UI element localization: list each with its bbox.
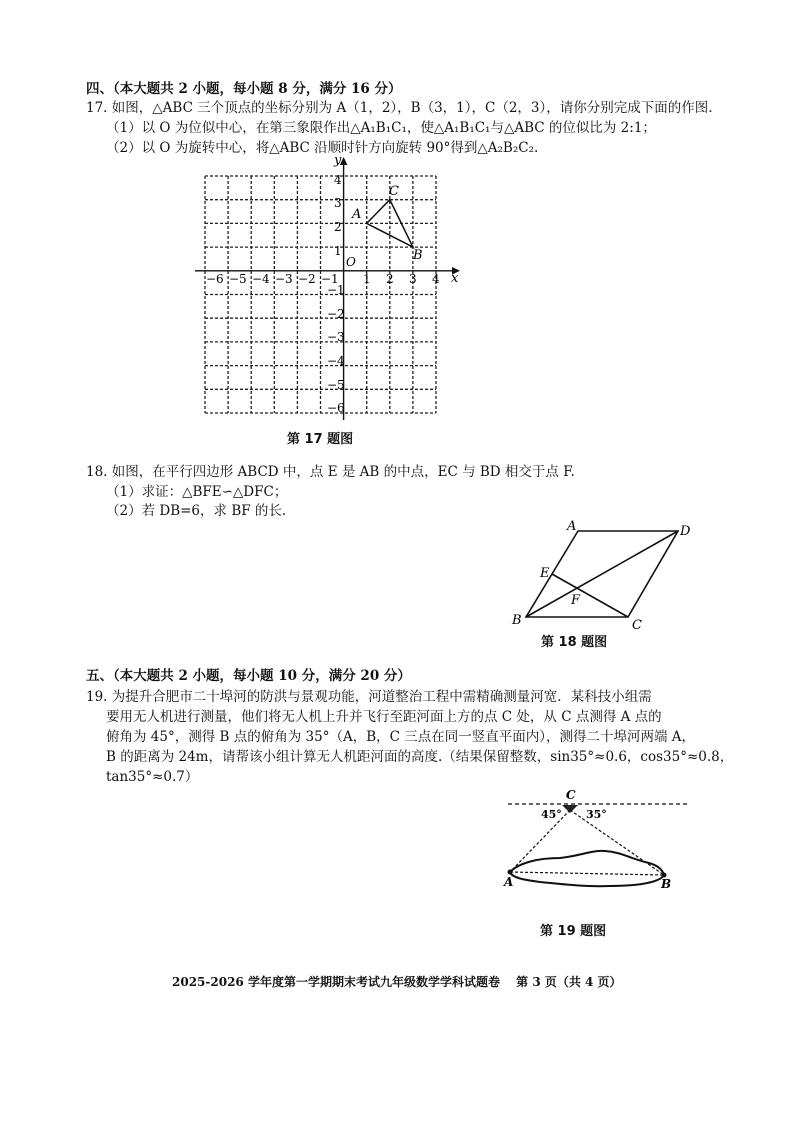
point-b-label: B	[661, 877, 672, 891]
q18-caption: 第 18 题图	[541, 635, 608, 650]
section4-header: 四、（本大题共 2 小题，每小题 8 分，满分 16 分）	[86, 81, 402, 97]
sight-line-ca	[510, 810, 570, 872]
point-c-label: C	[389, 184, 399, 199]
y-tick-label: 4	[334, 173, 342, 187]
x-tick-label: −3	[275, 272, 293, 286]
drone-marker	[562, 805, 578, 813]
y-tick-label: −4	[327, 354, 345, 368]
x-tick-label: 1	[363, 272, 371, 286]
q19-line2: 要用无人机进行测量，他们将无人机上升并飞行至距河面上方的点 C 处，从 C 点测得 A 点的	[106, 709, 662, 725]
x-tick-label: 2	[386, 272, 394, 286]
point-b-label: B	[512, 613, 522, 628]
point-a-label: A	[352, 207, 362, 222]
point-a-label: A	[504, 875, 514, 889]
q19-line4: B 的距离为 24m，请帮该小组计算无人机距河面的高度.（结果保留整数，sin35°≈0.6，cos35°≈0.8，	[106, 749, 734, 765]
point-a-dot	[508, 870, 513, 875]
x-tick-label: −4	[252, 272, 270, 286]
q19-line5: tan35°≈0.7）	[106, 769, 199, 785]
y-tick-label: −5	[327, 378, 345, 392]
q19-line3: 俯角为 45°，测得 B 点的俯角为 35°（A，B，C 三点在同一竖直平面内），测得二十埠河两端 A，	[106, 729, 696, 745]
point-d-label: D	[680, 524, 691, 539]
point-b-label: B	[413, 248, 423, 263]
section5-header: 五、（本大题共 2 小题，每小题 10 分，满分 20 分）	[86, 668, 411, 684]
q17-caption: 第 17 题图	[287, 432, 354, 447]
point-c-label: C	[566, 788, 576, 802]
y-axis-label: y	[334, 153, 342, 168]
x-tick-label: 4	[432, 272, 440, 286]
point-c-label: C	[632, 618, 642, 633]
point-e-label: E	[540, 566, 550, 581]
q17-part2: （2）以 O 为旋转中心，将△ABC 沿顺时针方向旋转 90°得到△A₂B₂C₂.	[106, 140, 539, 156]
angle-35-label: 35°	[586, 808, 607, 821]
x-tick-label: −2	[298, 272, 316, 286]
q18-stem: 18. 如图，在平行四边形 ABCD 中，点 E 是 AB 的中点，EC 与 BD 相交于点 F.	[86, 464, 575, 480]
x-tick-label: −5	[229, 272, 247, 286]
page-footer: 2025-2026 学年度第一学期期末考试九年级数学学科试题卷 第 3 页（共 4 页）	[172, 975, 622, 989]
q18-part1: （1）求证：△BFE∽△DFC；	[106, 484, 288, 500]
point-a-label: A	[567, 519, 577, 534]
origin-label: O	[346, 255, 356, 269]
y-tick-label: −1	[327, 283, 345, 297]
x-tick-label: 3	[409, 272, 417, 286]
segment-ab	[510, 872, 664, 875]
y-tick-label: 3	[334, 196, 342, 210]
q17-part1: （1）以 O 为位似中心，在第三象限作出△A₁B₁C₁，使△A₁B₁C₁与△ABC 的位似比为 2:1；	[106, 120, 656, 136]
y-tick-label: 2	[334, 220, 342, 234]
sight-line-cb	[570, 810, 664, 875]
x-tick-label: −1	[321, 272, 339, 286]
q19-line1: 19. 为提升合肥市二十埠河的防洪与景观功能，河道整治工程中需精确测量河宽．某科技小组需	[86, 689, 652, 705]
point-f-label: F	[571, 593, 581, 608]
y-tick-label: −2	[327, 307, 345, 321]
river-outline	[510, 851, 664, 886]
x-axis-label: x	[451, 271, 459, 286]
q17-stem: 17. 如图，△ABC 三个顶点的坐标分别为 A（1，2），B（3，1），C（2，3），请你分别完成下面的作图.	[86, 100, 713, 116]
angle-45-label: 45°	[541, 808, 562, 821]
y-tick-label: 1	[334, 244, 342, 258]
q18-part2: （2）若 DB=6，求 BF 的长.	[106, 503, 287, 519]
y-tick-label: −3	[327, 330, 345, 344]
y-tick-label: −6	[327, 401, 345, 415]
x-tick-label: −6	[206, 272, 224, 286]
q19-caption: 第 19 题图	[540, 924, 607, 939]
